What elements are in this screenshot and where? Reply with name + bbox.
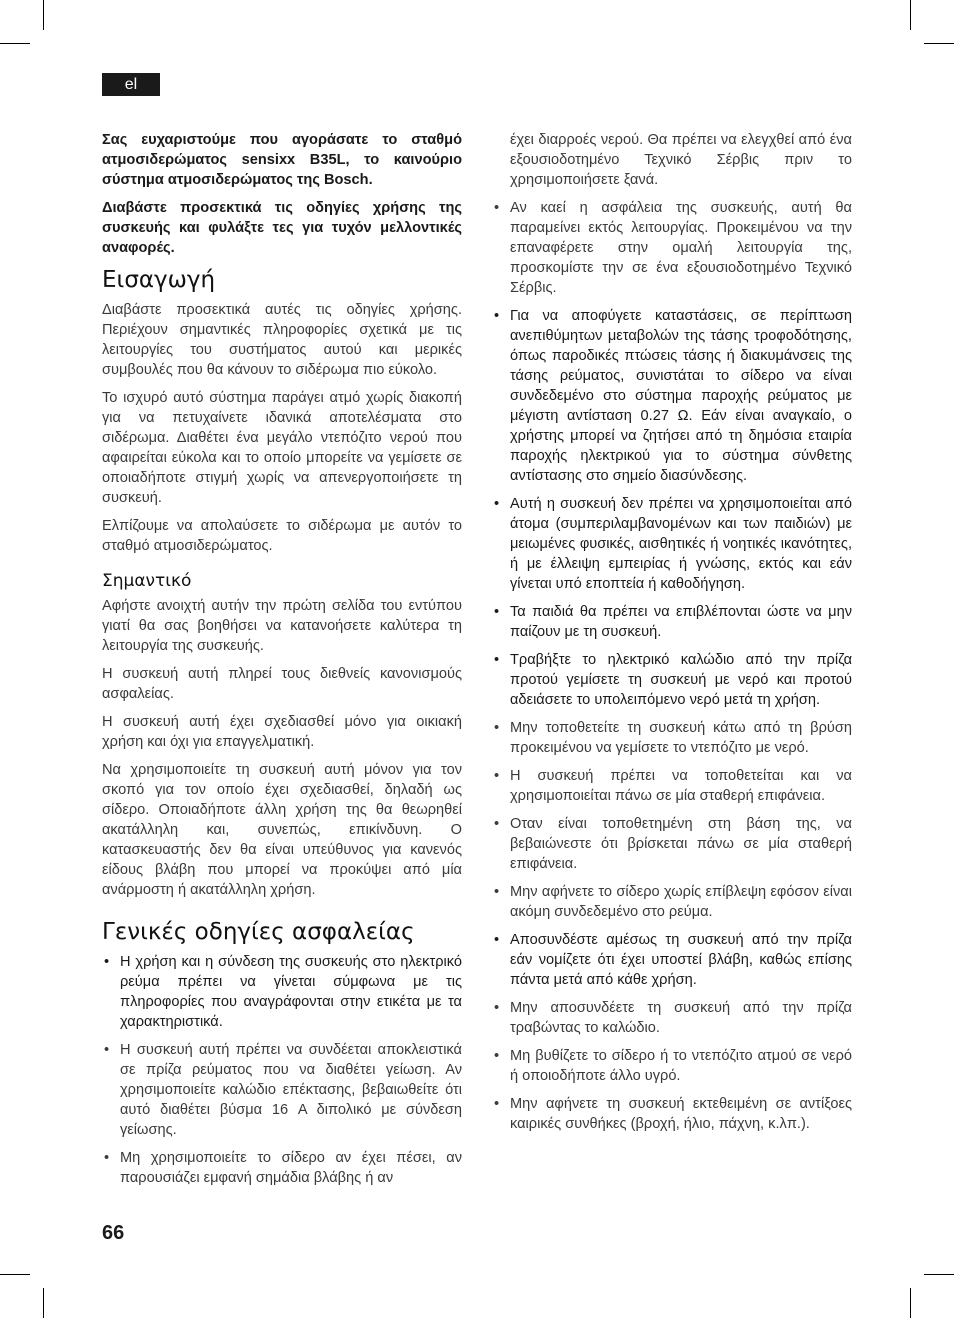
important-paragraph: Η συσκευή αυτή πληρεί τους διεθνείς κανονισμούς ασφαλείας. [102, 666, 462, 702]
list-item: • Η συσκευή πρέπει να τοποθετείται και να χρησιμοποιείται πάνω σε μία σταθερή επιφάνεια. [492, 766, 852, 806]
intro-paragraph: Διαβάστε προσεκτικά αυτές τις οδηγίες χρήσης. Περιέχουν σημαντικές πληροφορίες σχετικά με τις λειτουργίες του συστήματος αυτού και μερικές συμβουλές που θα κάνουν το σιδέρωμα πιο εύκολο. [102, 302, 462, 378]
crop-mark [924, 43, 954, 44]
list-item: • Μην αφήνετε τη συσκευή εκτεθειμένη σε αντίξοες καιρικές συνθήκες (βροχή, ήλιο, πάχνη, κ.λπ.). [492, 1094, 852, 1134]
important-paragraph: Να χρησιμοποιείτε τη συσκευή αυτή μόνον για τον σκοπό για τον οποίο έχει σχεδιασθεί, δηλαδή ως σίδερο. Οποιαδήποτε άλλη χρήση της θα θεωρηθεί ακατάλληλη και, συνεπώς, επικίνδυνη. Ο κατασκευαστής δεν θα είναι υπεύθυνος για κανενός είδους βλάβη που μπορεί να προκύψει από μία ανάρμοστη ή ακατάλληλη χρήση. [102, 762, 462, 898]
crop-mark [0, 43, 30, 44]
list-item: • Η συσκευή αυτή πρέπει να συνδέεται αποκλειστικά σε πρίζα ρεύματος που να διαθέτει γείωση. Αν χρησιμοποιείτε καλώδιο επέκτασης, βεβαιωθείτε ότι αυτό διαθέτει βύσμα 16 A διπολικό με σύνδεση γείωσης. [102, 1040, 462, 1140]
heading-important: Σημαντικό [102, 571, 192, 591]
intro-read-instructions: Διαβάστε προσεκτικά τις οδηγίες χρήσης της συσκευής και φυλάξτε τες για τυχόν μελλοντικές αναφορές. [102, 200, 462, 256]
crop-mark [43, 0, 44, 30]
list-item: • Τα παιδιά θα πρέπει να επιβλέπονται ώστε να μην παίζουν με τη συσκευή. [492, 602, 852, 642]
safety-list-continued [492, 198, 852, 1134]
crop-mark [910, 1288, 911, 1318]
list-item: • Οταν είναι τοποθετημένη στη βάση της, να βεβαιώνεστε ότι βρίσκεται πάνω σε μία σταθερή επιφάνεια. [492, 814, 852, 874]
important-paragraph: Η συσκευή αυτή έχει σχεδιασθεί μόνο για οικιακή χρήση και όχι για επαγγελματική. [102, 714, 462, 750]
left-column [102, 130, 462, 1196]
list-item: • Μην αποσυνδέετε τη συσκευή από την πρίζα τραβώντας το καλώδιο. [492, 998, 852, 1038]
list-item: • Μην αφήνετε το σίδερο χωρίς επίβλεψη εφόσον είναι ακόμη συνδεδεμένο στο ρεύμα. [492, 882, 852, 922]
list-item: • Μη χρησιμοποιείτε το σίδερο αν έχει πέσει, αν παρουσιάζει εμφανή σημάδια βλάβης ή αν [102, 1148, 462, 1188]
language-tag: el [102, 73, 160, 96]
heading-introduction: Εισαγωγή [102, 267, 216, 293]
crop-mark [910, 0, 911, 30]
list-item: • Η χρήση και η σύνδεση της συσκευής στο ηλεκτρικό ρεύμα πρέπει να γίνεται σύμφωνα με τις πληροφορίες που αναγράφονται στην ετικέτα με τα χαρακτηριστικά. [102, 952, 462, 1032]
list-item: • Αν καεί η ασφάλεια της συσκευής, αυτή θα παραμείνει εκτός λειτουργίας. Προκειμένου να την επαναφέρετε στην ομαλή λειτουργία της, προσκομίστε την σε ένα εξουσιοδοτημένο Τεχνικό Σέρβις. [492, 198, 852, 298]
page-number: 66 [102, 1222, 125, 1244]
intro-thanks: Σας ευχαριστούμε που αγοράσατε το σταθμό ατμοσιδερώματος sensixx B35L, το καινούριο σύστημα ατμοσιδερώματος της Bosch. [102, 132, 462, 188]
intro-paragraph: Ελπίζουμε να απολαύσετε το σιδέρωμα με αυτόν το σταθμό ατμοσιδερώματος. [102, 518, 462, 554]
list-item: • Μη βυθίζετε το σίδερο ή το ντεπόζιτο ατμού σε νερό ή οποιοδήποτε άλλο υγρό. [492, 1046, 852, 1086]
list-item: • Αποσυνδέστε αμέσως τη συσκευή από την πρίζα εάν νομίζετε ότι έχει υποστεί βλάβη, καθώς επίσης πάντα μετά από κάθε χρήση. [492, 930, 852, 990]
list-item: • Για να αποφύγετε καταστάσεις, σε περίπτωση ανεπιθύμητων μεταβολών της τάσης τροφοδότησης, όπως παροδικές πτώσεις τάσης ή διακυμάνσεις της τάσης ρεύματος, συνιστάται το σίδερο να είναι συνδεδεμένο στο σύστημα παροχής ρεύματος με μέγιστη αντίσταση 0.27 Ω. Εάν είναι αναγκαίο, ο χρήστης μπορεί να ζητήσει από τη δημόσια εταιρία παροχής ηλεκτρικού για το σύστημα σύνθετης αντίστασης στο σημείο διασύνδεσης. [492, 306, 852, 486]
crop-mark [0, 1274, 30, 1275]
intro-paragraph: Το ισχυρό αυτό σύστημα παράγει ατμό χωρίς διακοπή για να πετυχαίνετε ιδανικά αποτελέσματα στο σιδέρωμα. Διαθέτει ένα μεγάλο ντεπόζιτο νερού που αφαιρείται εύκολα και το οποίο μπορείτε να γεμίσετε σε οποιαδήποτε στιγμή χωρίς να απενεργοποιήσετε τη συσκευή. [102, 390, 462, 506]
list-item: • Αυτή η συσκευή δεν πρέπει να χρησιμοποιείται από άτομα (συμπεριλαμβανομένων και των παιδιών) με μειωμένες φυσικές, αισθητικές ή νοητικές ικανότητες, ή με έλλειψη εμπειρίας ή γνώσης, εκτός και εάν γίνεται υπό εποπτεία ή καθοδήγηση. [492, 494, 852, 594]
list-item: • Μην τοποθετείτε τη συσκευή κάτω από τη βρύση προκειμένου να γεμίσετε το ντεπόζιτο με νερό. [492, 718, 852, 758]
right-column [492, 130, 852, 1142]
important-paragraph: Αφήστε ανοιχτή αυτήν την πρώτη σελίδα του εντύπου γιατί θα σας βοηθήσει να κατανοήσετε καλύτερα τη λειτουργία της συσκευής. [102, 598, 462, 654]
heading-safety: Γενικές οδηγίες ασφαλείας [102, 919, 415, 945]
safety-list [102, 952, 462, 1188]
list-item: • Τραβήξτε το ηλεκτρικό καλώδιο από την πρίζα προτού γεμίσετε τη συσκευή με νερό και προτού αδειάσετε το υπολειπόμενο νερό μετά τη χρήση. [492, 650, 852, 710]
continuation-paragraph: έχει διαρροές νερού. Θα πρέπει να ελεγχθεί από ένα εξουσιοδοτημένο Τεχνικό Σέρβις πριν το χρησιμοποιήσετε ξανά. [510, 132, 852, 188]
crop-mark [43, 1288, 44, 1318]
crop-mark [924, 1274, 954, 1275]
